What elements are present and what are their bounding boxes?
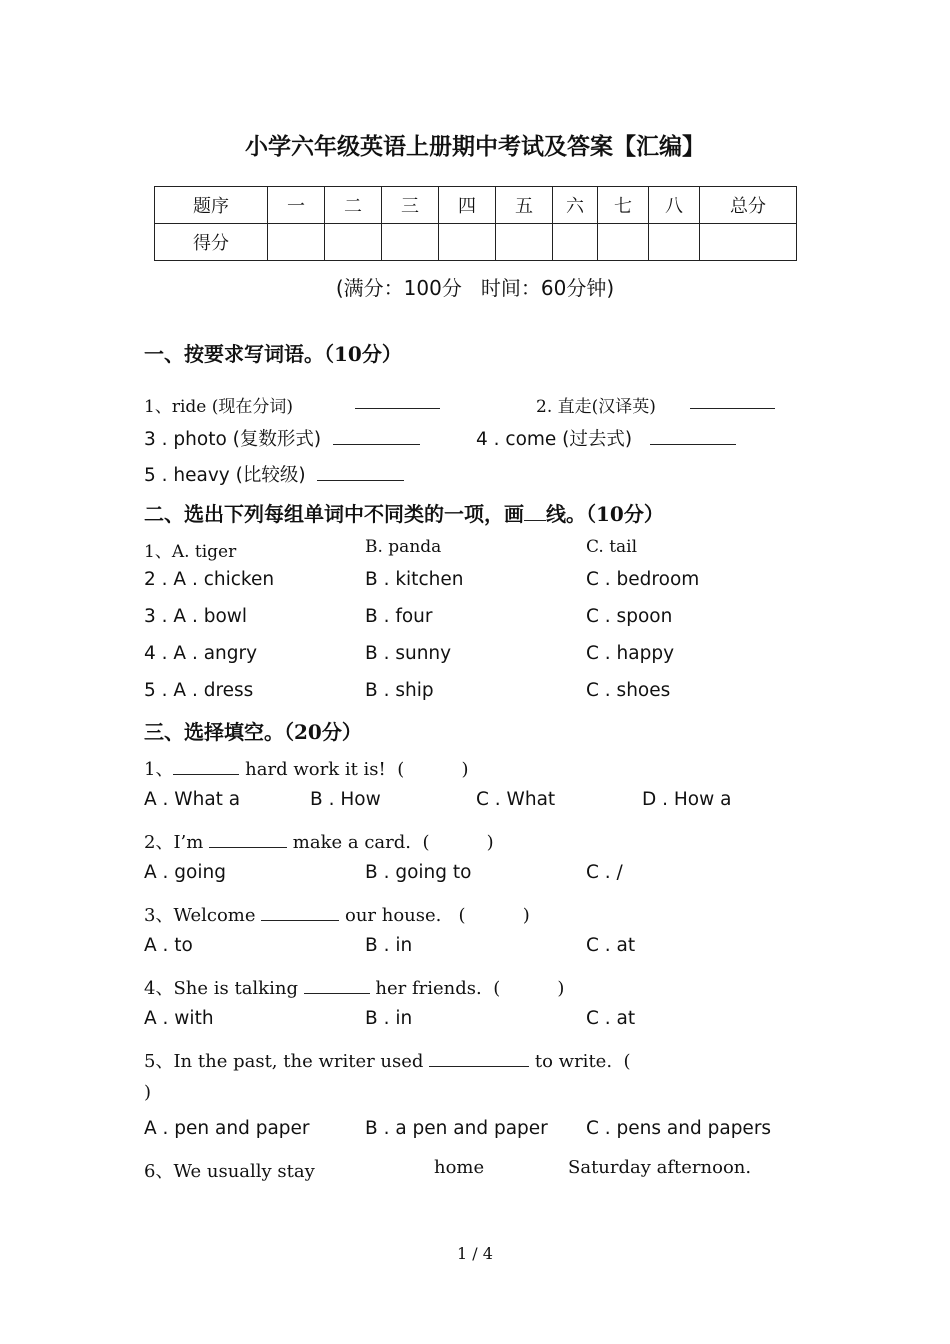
- score-col-4: 四: [439, 187, 496, 224]
- s3-q5-option-a: A . pen and paper: [144, 1118, 310, 1139]
- question-text: our house. ( ): [339, 905, 530, 926]
- s2-row-5-c: C . shoes: [586, 680, 671, 701]
- score-col-8: 八: [649, 187, 700, 224]
- question-text: 3、Welcome: [144, 905, 262, 926]
- answer-blank: [173, 756, 239, 775]
- question-text: 4、She is talking: [144, 978, 304, 999]
- score-cell: [496, 224, 553, 261]
- question-text: 2、I’m: [144, 832, 210, 853]
- s3-q1-option-c: C . What: [476, 789, 556, 810]
- s3-question-2: [144, 828, 494, 854]
- score-cell: [382, 224, 439, 261]
- s2-row-4-a: 4 . A . angry: [144, 643, 258, 664]
- s3-q1-option-b: B . How: [310, 789, 381, 810]
- answer-blank: [261, 902, 339, 921]
- s2-row-1-a: 1、A. tiger: [144, 542, 237, 562]
- s3-question-5: [144, 1047, 631, 1073]
- answer-blank: [317, 464, 404, 481]
- page-title: 小学六年级英语上册期中考试及答案【汇编】: [245, 133, 705, 160]
- s1-item-5: 5 . heavy (比较级): [144, 465, 306, 486]
- s3-q1-option-a: A . What a: [144, 789, 241, 810]
- s1-item-2: 2. 直走(汉译英): [536, 397, 656, 417]
- s2-row-3-c: C . spoon: [586, 606, 673, 627]
- score-table: [154, 186, 797, 261]
- s2-row-2-a: 2 . A . chicken: [144, 569, 275, 590]
- answer-blank: [304, 975, 370, 994]
- full-mark-time: (满分：100分 时间：60分钟): [335, 276, 615, 300]
- section2-heading-part2: 线。（10分）: [546, 502, 664, 526]
- s2-row-1-c: C. tail: [586, 537, 638, 557]
- question-text: her friends. ( ): [369, 978, 565, 999]
- s3-q2-option-a: A . going: [144, 862, 226, 883]
- s2-row-3-b: B . four: [365, 606, 433, 627]
- answer-blank: [355, 392, 440, 409]
- answer-blank: [650, 428, 736, 445]
- s2-row-3-a: 3 . A . bowl: [144, 606, 248, 627]
- s3-question-3: [144, 901, 530, 927]
- s3-q5-option-b: B . a pen and paper: [365, 1118, 548, 1139]
- score-cell: [649, 224, 700, 261]
- score-col-1: 一: [268, 187, 325, 224]
- s3-question-6-part-a: 6、We usually stay: [144, 1161, 315, 1182]
- score-cell: [325, 224, 382, 261]
- question-text: make a card. ( ): [287, 832, 494, 853]
- question-text: 5、In the past, the writer used: [144, 1051, 430, 1072]
- score-row-label: 得分: [155, 224, 268, 261]
- score-table-header-row: [155, 187, 797, 224]
- s3-q3-option-a: A . to: [144, 935, 193, 956]
- answer-blank: [690, 392, 775, 409]
- s3-question-6-part-c: Saturday afternoon.: [568, 1157, 752, 1178]
- score-header-label: 题序: [155, 187, 268, 224]
- section3-heading: 三、选择填空。（20分）: [144, 720, 362, 744]
- s3-q5-option-c: C . pens and papers: [586, 1118, 772, 1139]
- s1-item-1: 1、ride (现在分词): [144, 397, 293, 417]
- score-cell: [598, 224, 649, 261]
- s3-q4-option-c: C . at: [586, 1008, 636, 1029]
- s3-q2-option-c: C . /: [586, 862, 623, 883]
- s3-q5-close-paren: ): [144, 1082, 152, 1103]
- question-number: 1、: [144, 759, 174, 780]
- s2-row-4-c: C . happy: [586, 643, 675, 664]
- s3-q4-option-b: B . in: [365, 1008, 413, 1029]
- s3-q2-option-b: B . going to: [365, 862, 472, 883]
- answer-blank: [209, 829, 287, 848]
- s3-q3-option-b: B . in: [365, 935, 413, 956]
- section2-heading: [144, 498, 664, 527]
- score-cell: [700, 224, 797, 261]
- s2-row-4-b: B . sunny: [365, 643, 452, 664]
- s2-row-5-a: 5 . A . dress: [144, 680, 254, 701]
- s3-question-1: [144, 755, 468, 781]
- answer-blank: [429, 1048, 529, 1067]
- s2-row-2-c: C . bedroom: [586, 569, 700, 590]
- s3-question-6-part-b: home: [434, 1157, 485, 1178]
- underline-mark: [524, 500, 546, 521]
- score-cell: [553, 224, 598, 261]
- section2-heading-part1: 二、选出下列每组单词中不同类的一项，画: [144, 502, 524, 526]
- s1-item-4: 4 . come (过去式): [476, 429, 633, 450]
- question-text: hard work it is! ( ): [239, 759, 469, 780]
- s3-q4-option-a: A . with: [144, 1008, 214, 1029]
- score-cell: [268, 224, 325, 261]
- score-col-2: 二: [325, 187, 382, 224]
- s3-question-4: [144, 974, 564, 1000]
- score-col-7: 七: [598, 187, 649, 224]
- score-col-6: 六: [553, 187, 598, 224]
- s1-item-3: 3 . photo (复数形式): [144, 429, 322, 450]
- s3-q3-option-c: C . at: [586, 935, 636, 956]
- score-cell: [439, 224, 496, 261]
- s2-row-2-b: B . kitchen: [365, 569, 464, 590]
- score-col-total: 总分: [700, 187, 797, 224]
- page-number: 1 / 4: [457, 1244, 493, 1263]
- s2-row-1-b: B. panda: [365, 537, 442, 557]
- section1-heading: 一、按要求写词语。（10分）: [144, 342, 402, 366]
- score-col-5: 五: [496, 187, 553, 224]
- score-table-score-row: [155, 224, 797, 261]
- score-col-3: 三: [382, 187, 439, 224]
- s3-q1-option-d: D . How a: [642, 789, 732, 810]
- question-text: to write. (: [529, 1051, 631, 1072]
- s2-row-5-b: B . ship: [365, 680, 434, 701]
- answer-blank: [333, 428, 420, 445]
